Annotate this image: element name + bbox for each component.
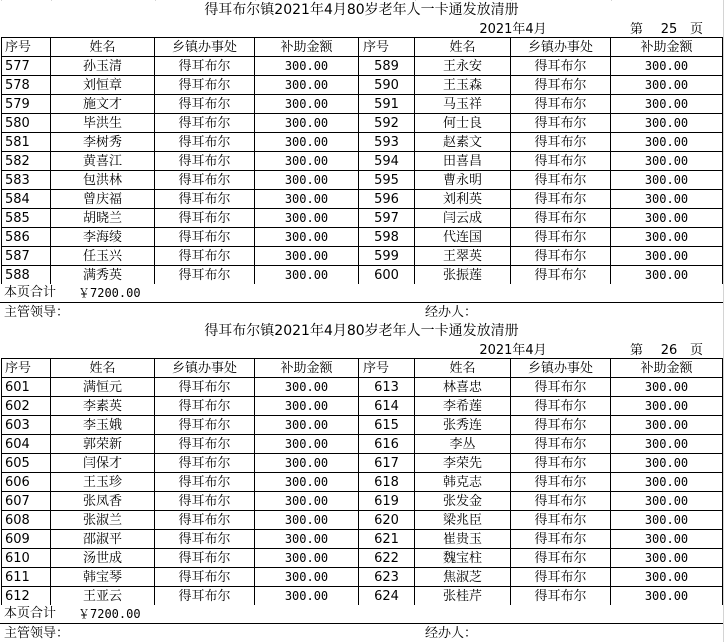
cell-name[interactable]: 施文才 xyxy=(51,95,155,114)
cell-name[interactable]: 王玉珍 xyxy=(51,473,155,492)
cell-office[interactable]: 得耳布尔 xyxy=(155,209,255,228)
cell-name2[interactable]: 李荣先 xyxy=(415,454,511,473)
cell-office[interactable]: 得耳布尔 xyxy=(155,511,255,530)
cell-name[interactable]: 李海绫 xyxy=(51,228,155,247)
cell-amount[interactable]: 300.00 xyxy=(255,247,359,266)
cell-office2[interactable]: 得耳布尔 xyxy=(511,114,611,133)
cell-amount[interactable]: 300.00 xyxy=(255,416,359,435)
table-row xyxy=(2,378,724,397)
table-row xyxy=(2,435,724,454)
cell-name2[interactable]: 韩克志 xyxy=(415,473,511,492)
cell-name2[interactable]: 林喜忠 xyxy=(415,378,511,397)
cell-name[interactable]: 韩宝琴 xyxy=(51,568,155,587)
cell-office2[interactable]: 得耳布尔 xyxy=(511,57,611,76)
cell-name[interactable]: 闫保才 xyxy=(51,454,155,473)
header-amount[interactable]: 补助金额 xyxy=(255,38,359,57)
cell-amount2[interactable]: 300.00 xyxy=(611,247,723,266)
cell-seq2[interactable]: 619 xyxy=(359,492,415,511)
cell-seq2[interactable]: 590 xyxy=(359,76,415,95)
signature-row xyxy=(0,624,723,643)
cell-name[interactable]: 李素英 xyxy=(51,397,155,416)
cell-office[interactable]: 得耳布尔 xyxy=(155,397,255,416)
header-office[interactable]: 乡镇办事处 xyxy=(155,38,255,57)
cell-name[interactable]: 邵淑平 xyxy=(51,530,155,549)
cell-amount2[interactable]: 300.00 xyxy=(611,57,723,76)
cell-seq2[interactable]: 617 xyxy=(359,454,415,473)
cell-seq2[interactable]: 594 xyxy=(359,152,415,171)
cell-office2[interactable]: 得耳布尔 xyxy=(511,171,611,190)
cell-seq[interactable]: 581 xyxy=(1,133,51,152)
cell-amount[interactable]: 300.00 xyxy=(255,190,359,209)
cell-name[interactable]: 李树秀 xyxy=(51,133,155,152)
cell-office[interactable]: 得耳布尔 xyxy=(155,114,255,133)
cell-name2[interactable]: 曹永明 xyxy=(415,171,511,190)
cell-name2[interactable]: 王永安 xyxy=(415,57,511,76)
cell-seq2[interactable]: 624 xyxy=(359,587,415,606)
header-name2[interactable]: 姓名 xyxy=(415,359,511,378)
cell-office[interactable]: 得耳布尔 xyxy=(155,228,255,247)
cell-name2[interactable]: 王翠英 xyxy=(415,247,511,266)
cell-amount2[interactable]: 300.00 xyxy=(611,473,723,492)
cell-office[interactable]: 得耳布尔 xyxy=(155,171,255,190)
cell-seq[interactable]: 612 xyxy=(1,587,51,606)
page-total-value: ￥7200.00 xyxy=(78,607,141,621)
cell-office[interactable]: 得耳布尔 xyxy=(155,266,255,285)
cell-seq[interactable]: 582 xyxy=(1,152,51,171)
cell-amount[interactable]: 300.00 xyxy=(255,76,359,95)
cell-name[interactable]: 满秀英 xyxy=(51,266,155,285)
cell-seq2[interactable]: 599 xyxy=(359,247,415,266)
supervisor-label: 主管领导： xyxy=(4,626,70,641)
cell-office2[interactable]: 得耳布尔 xyxy=(511,416,611,435)
cell-office2[interactable]: 得耳布尔 xyxy=(511,76,611,95)
page-block-2 xyxy=(0,321,725,642)
cell-seq2[interactable]: 589 xyxy=(359,57,415,76)
header-name[interactable]: 姓名 xyxy=(51,359,155,378)
header-seq2[interactable]: 序号 xyxy=(359,359,415,378)
cell-name2[interactable]: 刘利英 xyxy=(415,190,511,209)
cell-seq2[interactable]: 592 xyxy=(359,114,415,133)
cell-amount2[interactable]: 300.00 xyxy=(611,530,723,549)
table-row xyxy=(2,171,724,190)
cell-seq[interactable]: 585 xyxy=(1,209,51,228)
table-row xyxy=(2,76,724,95)
table-row xyxy=(2,397,724,416)
cell-name2[interactable]: 焦淑芝 xyxy=(415,568,511,587)
cell-amount2[interactable]: 300.00 xyxy=(611,397,723,416)
header-name2[interactable]: 姓名 xyxy=(415,38,511,57)
cell-office[interactable]: 得耳布尔 xyxy=(155,152,255,171)
cell-office2[interactable]: 得耳布尔 xyxy=(511,209,611,228)
cell-office[interactable]: 得耳布尔 xyxy=(155,76,255,95)
page-number: 25 xyxy=(660,22,678,37)
table-row xyxy=(2,492,724,511)
cell-office2[interactable]: 得耳布尔 xyxy=(511,511,611,530)
cell-office[interactable]: 得耳布尔 xyxy=(155,95,255,114)
cell-amount2[interactable]: 300.00 xyxy=(611,171,723,190)
cell-seq2[interactable]: 621 xyxy=(359,530,415,549)
header-office2[interactable]: 乡镇办事处 xyxy=(511,38,611,57)
cell-seq2[interactable]: 600 xyxy=(359,266,415,285)
table-row xyxy=(2,454,724,473)
cell-office[interactable]: 得耳布尔 xyxy=(155,435,255,454)
header-amount[interactable]: 补助金额 xyxy=(255,359,359,378)
cell-amount2[interactable]: 300.00 xyxy=(611,549,723,568)
cell-seq2[interactable]: 620 xyxy=(359,511,415,530)
cell-amount2[interactable]: 300.00 xyxy=(611,378,723,397)
cell-name2[interactable]: 赵素文 xyxy=(415,133,511,152)
page-suffix: 页 xyxy=(690,343,704,358)
cell-office2[interactable]: 得耳布尔 xyxy=(511,587,611,606)
cell-amount[interactable]: 300.00 xyxy=(255,228,359,247)
cell-amount2[interactable]: 300.00 xyxy=(611,568,723,587)
handler-label: 经办人： xyxy=(425,626,478,641)
cell-office2[interactable]: 得耳布尔 xyxy=(511,266,611,285)
cell-office2[interactable]: 得耳布尔 xyxy=(511,228,611,247)
report-date: 2021年4月 xyxy=(479,22,547,37)
cell-office[interactable]: 得耳布尔 xyxy=(155,549,255,568)
cell-seq2[interactable]: 622 xyxy=(359,549,415,568)
cell-name[interactable]: 张凤香 xyxy=(51,492,155,511)
cell-name2[interactable]: 张秀连 xyxy=(415,416,511,435)
cell-name2[interactable]: 代连国 xyxy=(415,228,511,247)
cell-amount[interactable]: 300.00 xyxy=(255,511,359,530)
cell-office[interactable]: 得耳布尔 xyxy=(155,587,255,606)
cell-office[interactable]: 得耳布尔 xyxy=(155,568,255,587)
table-row xyxy=(2,266,724,285)
cell-amount2[interactable]: 300.00 xyxy=(611,190,723,209)
table-row xyxy=(2,209,724,228)
table-row xyxy=(2,549,724,568)
page-total-label: 本页合计 xyxy=(4,606,57,621)
cell-seq[interactable]: 587 xyxy=(1,247,51,266)
page-title: 得耳布尔镇2021年4月80岁老年人一卡通发放清册 xyxy=(0,322,723,341)
cell-name[interactable]: 刘恒章 xyxy=(51,76,155,95)
table-header-row xyxy=(2,38,724,57)
cell-amount[interactable]: 300.00 xyxy=(255,114,359,133)
cell-office[interactable]: 得耳布尔 xyxy=(155,473,255,492)
cell-seq[interactable]: 580 xyxy=(1,114,51,133)
table-header-row xyxy=(2,359,724,378)
cell-amount[interactable]: 300.00 xyxy=(255,95,359,114)
cell-amount2[interactable]: 300.00 xyxy=(611,209,723,228)
cell-amount[interactable]: 300.00 xyxy=(255,549,359,568)
cell-amount[interactable]: 300.00 xyxy=(255,266,359,285)
page-number: 26 xyxy=(660,343,678,358)
cell-seq2[interactable]: 614 xyxy=(359,397,415,416)
cell-seq[interactable]: 602 xyxy=(1,397,51,416)
cell-name2[interactable]: 梁兆臣 xyxy=(415,511,511,530)
cell-name2[interactable]: 张振莲 xyxy=(415,266,511,285)
cell-office[interactable]: 得耳布尔 xyxy=(155,190,255,209)
cell-office2[interactable]: 得耳布尔 xyxy=(511,435,611,454)
table-row xyxy=(2,587,724,606)
cell-amount[interactable]: 300.00 xyxy=(255,435,359,454)
roster-table xyxy=(1,358,723,605)
cell-amount[interactable]: 300.00 xyxy=(255,133,359,152)
cell-seq[interactable]: 586 xyxy=(1,228,51,247)
cell-office2[interactable]: 得耳布尔 xyxy=(511,568,611,587)
cell-name[interactable]: 郭荣新 xyxy=(51,435,155,454)
table-row xyxy=(2,568,724,587)
cell-office2[interactable]: 得耳布尔 xyxy=(511,492,611,511)
header-seq[interactable]: 序号 xyxy=(1,359,51,378)
cell-seq2[interactable]: 618 xyxy=(359,473,415,492)
cell-seq2[interactable]: 593 xyxy=(359,133,415,152)
roster-table xyxy=(1,37,723,284)
cell-seq2[interactable]: 597 xyxy=(359,209,415,228)
cell-seq[interactable]: 605 xyxy=(1,454,51,473)
cell-seq[interactable]: 604 xyxy=(1,435,51,454)
page-total-row xyxy=(0,284,723,303)
cell-seq[interactable]: 608 xyxy=(1,511,51,530)
table-row xyxy=(2,57,724,76)
page-total-value: ￥7200.00 xyxy=(78,286,141,300)
table-row xyxy=(2,530,724,549)
report-date: 2021年4月 xyxy=(479,343,547,358)
cell-office[interactable]: 得耳布尔 xyxy=(155,416,255,435)
cell-seq2[interactable]: 598 xyxy=(359,228,415,247)
table-row xyxy=(2,95,724,114)
cell-amount2[interactable]: 300.00 xyxy=(611,492,723,511)
cell-office2[interactable]: 得耳布尔 xyxy=(511,190,611,209)
cell-name[interactable]: 胡晓兰 xyxy=(51,209,155,228)
cell-name2[interactable]: 李希莲 xyxy=(415,397,511,416)
cell-office2[interactable]: 得耳布尔 xyxy=(511,549,611,568)
cell-office[interactable]: 得耳布尔 xyxy=(155,133,255,152)
cell-office[interactable]: 得耳布尔 xyxy=(155,57,255,76)
cell-amount[interactable]: 300.00 xyxy=(255,171,359,190)
cell-amount[interactable]: 300.00 xyxy=(255,209,359,228)
cell-name[interactable]: 汤世成 xyxy=(51,549,155,568)
cell-name[interactable]: 包洪林 xyxy=(51,171,155,190)
cell-amount[interactable]: 300.00 xyxy=(255,568,359,587)
cell-name2[interactable]: 崔贵玉 xyxy=(415,530,511,549)
cell-office[interactable]: 得耳布尔 xyxy=(155,454,255,473)
cell-office2[interactable]: 得耳布尔 xyxy=(511,378,611,397)
cell-office2[interactable]: 得耳布尔 xyxy=(511,95,611,114)
cell-name2[interactable]: 魏宝柱 xyxy=(415,549,511,568)
cell-seq2[interactable]: 615 xyxy=(359,416,415,435)
cell-seq2[interactable]: 591 xyxy=(359,95,415,114)
page-total-row xyxy=(0,605,723,624)
cell-office[interactable]: 得耳布尔 xyxy=(155,378,255,397)
handler-label: 经办人： xyxy=(425,305,478,320)
cell-amount[interactable]: 300.00 xyxy=(255,492,359,511)
cell-office2[interactable]: 得耳布尔 xyxy=(511,473,611,492)
cell-name2[interactable]: 马玉祥 xyxy=(415,95,511,114)
cell-office[interactable]: 得耳布尔 xyxy=(155,492,255,511)
table-row xyxy=(2,133,724,152)
cell-name[interactable]: 满恒元 xyxy=(51,378,155,397)
cell-seq[interactable]: 609 xyxy=(1,530,51,549)
cell-name[interactable]: 孙玉清 xyxy=(51,57,155,76)
cell-name2[interactable]: 张发金 xyxy=(415,492,511,511)
cell-name[interactable]: 曾庆福 xyxy=(51,190,155,209)
cell-seq2[interactable]: 596 xyxy=(359,190,415,209)
cell-name2[interactable]: 张桂芹 xyxy=(415,587,511,606)
table-row xyxy=(2,511,724,530)
header-amount2[interactable]: 补助金额 xyxy=(611,359,723,378)
cell-amount[interactable]: 300.00 xyxy=(255,397,359,416)
cell-seq[interactable]: 601 xyxy=(1,378,51,397)
cell-name[interactable]: 王亚云 xyxy=(51,587,155,606)
cell-name[interactable]: 黄喜江 xyxy=(51,152,155,171)
cell-amount2[interactable]: 300.00 xyxy=(611,266,723,285)
page-prefix: 第 xyxy=(630,343,644,358)
header-office[interactable]: 乡镇办事处 xyxy=(155,359,255,378)
cell-amount2[interactable]: 300.00 xyxy=(611,95,723,114)
page-prefix: 第 xyxy=(630,22,644,37)
page-suffix: 页 xyxy=(690,22,704,37)
cell-amount[interactable]: 300.00 xyxy=(255,152,359,171)
cell-seq[interactable]: 606 xyxy=(1,473,51,492)
cell-name[interactable]: 任玉兴 xyxy=(51,247,155,266)
cell-amount[interactable]: 300.00 xyxy=(255,378,359,397)
cell-office2[interactable]: 得耳布尔 xyxy=(511,454,611,473)
cell-office2[interactable]: 得耳布尔 xyxy=(511,133,611,152)
cell-name[interactable]: 张淑兰 xyxy=(51,511,155,530)
cell-name2[interactable]: 李丛 xyxy=(415,435,511,454)
cell-seq2[interactable]: 616 xyxy=(359,435,415,454)
table-row xyxy=(2,247,724,266)
cell-amount2[interactable]: 300.00 xyxy=(611,511,723,530)
cell-office2[interactable]: 得耳布尔 xyxy=(511,247,611,266)
table-row xyxy=(2,473,724,492)
cell-seq2[interactable]: 623 xyxy=(359,568,415,587)
cell-amount2[interactable]: 300.00 xyxy=(611,587,723,606)
page-title: 得耳布尔镇2021年4月80岁老年人一卡通发放清册 xyxy=(0,1,723,20)
cell-amount2[interactable]: 300.00 xyxy=(611,76,723,95)
cell-name2[interactable]: 王玉森 xyxy=(415,76,511,95)
cell-amount2[interactable]: 300.00 xyxy=(611,133,723,152)
cell-amount[interactable]: 300.00 xyxy=(255,530,359,549)
cell-amount2[interactable]: 300.00 xyxy=(611,454,723,473)
cell-seq[interactable]: 583 xyxy=(1,171,51,190)
header-seq[interactable]: 序号 xyxy=(1,38,51,57)
page-block-1 xyxy=(0,0,725,321)
cell-office2[interactable]: 得耳布尔 xyxy=(511,530,611,549)
cell-name[interactable]: 李玉娥 xyxy=(51,416,155,435)
cell-name[interactable]: 毕洪生 xyxy=(51,114,155,133)
page-total-label: 本页合计 xyxy=(4,285,57,300)
header-office2[interactable]: 乡镇办事处 xyxy=(511,359,611,378)
cell-office[interactable]: 得耳布尔 xyxy=(155,247,255,266)
cell-seq[interactable]: 579 xyxy=(1,95,51,114)
cell-amount2[interactable]: 300.00 xyxy=(611,114,723,133)
cell-amount[interactable]: 300.00 xyxy=(255,587,359,606)
cell-seq[interactable]: 611 xyxy=(1,568,51,587)
table-row xyxy=(2,114,724,133)
cell-office2[interactable]: 得耳布尔 xyxy=(511,397,611,416)
cell-amount2[interactable]: 300.00 xyxy=(611,416,723,435)
cell-seq[interactable]: 577 xyxy=(1,57,51,76)
cell-office[interactable]: 得耳布尔 xyxy=(155,530,255,549)
supervisor-label: 主管领导： xyxy=(4,305,70,320)
cell-amount2[interactable]: 300.00 xyxy=(611,152,723,171)
header-amount2[interactable]: 补助金额 xyxy=(611,38,723,57)
table-row xyxy=(2,152,724,171)
header-seq2[interactable]: 序号 xyxy=(359,38,415,57)
cell-seq2[interactable]: 613 xyxy=(359,378,415,397)
cell-name2[interactable]: 闫云成 xyxy=(415,209,511,228)
cell-seq[interactable]: 603 xyxy=(1,416,51,435)
cell-seq2[interactable]: 595 xyxy=(359,171,415,190)
cell-name2[interactable]: 田喜昌 xyxy=(415,152,511,171)
cell-office2[interactable]: 得耳布尔 xyxy=(511,152,611,171)
cell-seq[interactable]: 588 xyxy=(1,266,51,285)
header-name[interactable]: 姓名 xyxy=(51,38,155,57)
table-row xyxy=(2,228,724,247)
cell-amount[interactable]: 300.00 xyxy=(255,57,359,76)
cell-amount2[interactable]: 300.00 xyxy=(611,228,723,247)
table-row xyxy=(2,416,724,435)
cell-seq[interactable]: 584 xyxy=(1,190,51,209)
cell-amount[interactable]: 300.00 xyxy=(255,473,359,492)
cell-amount[interactable]: 300.00 xyxy=(255,454,359,473)
cell-seq[interactable]: 578 xyxy=(1,76,51,95)
cell-amount2[interactable]: 300.00 xyxy=(611,435,723,454)
cell-seq[interactable]: 610 xyxy=(1,549,51,568)
cell-name2[interactable]: 何士良 xyxy=(415,114,511,133)
signature-row xyxy=(0,303,723,322)
table-row xyxy=(2,190,724,209)
cell-seq[interactable]: 607 xyxy=(1,492,51,511)
